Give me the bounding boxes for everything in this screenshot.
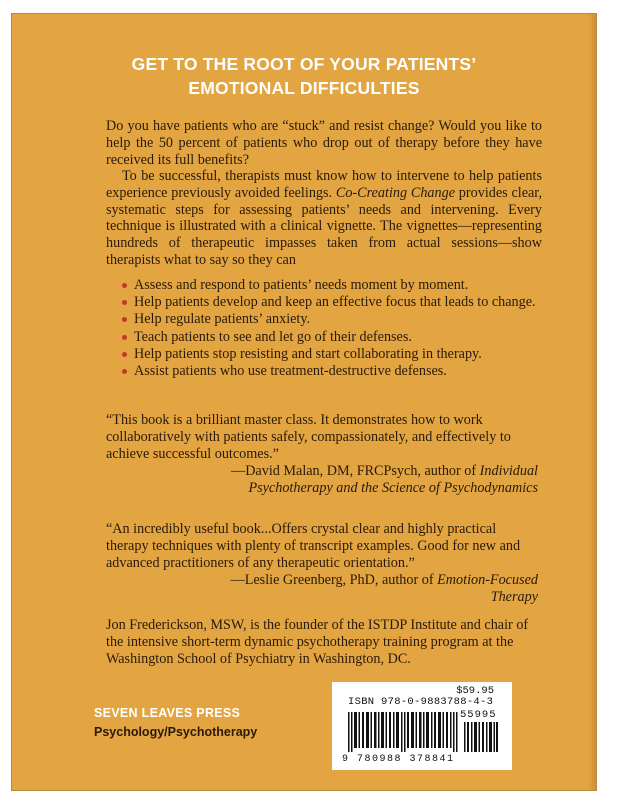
subject-category: Psychology/Psychotherapy: [94, 725, 258, 739]
list-item: Assist patients who use treatment-destructive defenses.: [122, 363, 542, 380]
endorsement-attribution-1: [208, 463, 538, 497]
headline-line-1: GET TO THE ROOT OF YOUR PATIENTS’: [131, 54, 477, 74]
list-item: Help patients develop and keep an effective focus that leads to change.: [122, 294, 542, 311]
endorsement-quote-1: “This book is a brilliant master class. It demonstrates how to work collaboratively with patients safely, compassionately, and effectively to achieve successful outcomes.”: [106, 412, 511, 462]
list-item: Help regulate patients’ anxiety.: [122, 311, 542, 328]
attribution-1-prefix: —David Malan, DM, FRCPsych, author of: [231, 463, 480, 479]
benefit-list: [122, 277, 542, 380]
isbn-text: ISBN 978-0-9883788-4-3: [348, 696, 494, 708]
list-item: Assess and respond to patients’ needs moment by moment.: [122, 277, 542, 294]
barcode-label: [332, 682, 512, 770]
book-title-inline: Co-Creating Change: [335, 184, 456, 201]
author-bio: Jon Frederickson, MSW, is the founder of the ISTDP Institute and chair of the intensive short-term dynamic psychotherapy training program at the Washington School of Psychiatry in Washington, DC.: [106, 617, 529, 668]
attribution-1-title-b: Psychotherapy and the Science of Psychodynamics: [248, 480, 538, 496]
intro-paragraph-1: Do you have patients who are “stuck” and resist change? Would you like to help the 50 percent of patients who drop out of therapy before they have received its full benefits?: [106, 118, 542, 168]
publisher-name: SEVEN LEAVES PRESS: [94, 706, 241, 720]
attribution-2-title: Emotion-Focused Therapy: [437, 572, 538, 605]
addon-number: 55995: [460, 709, 497, 721]
barcode-addon-icon: [464, 722, 498, 752]
book-back-cover: [12, 14, 596, 790]
price-label: $59.95: [456, 685, 494, 697]
intro-paragraph-2: [106, 168, 542, 269]
attribution-2-prefix: —Leslie Greenberg, PhD, author of: [230, 572, 438, 588]
attribution-1-title-a: Individual: [479, 463, 538, 479]
intro-p2-end: provides clear, systematic steps for assessing patients’ needs and intervening. Every technique is illustrated with a clinical vignette. The vignettes—representing hundreds of therapeutic impasses taken from actual sessions—show therapists what to say so they can: [106, 184, 542, 268]
endorsement-quote-2: “An incredibly useful book...Offers crystal clear and highly practical therapy techniques with plenty of transcript examples. Good for new and advanced practitioners of any therapeutic orientation.”: [106, 521, 521, 571]
list-item: Help patients stop resisting and start collaborating in therapy.: [122, 346, 542, 363]
cover-edge: [588, 14, 596, 790]
list-item: Teach patients to see and let go of their defenses.: [122, 329, 542, 346]
endorsement-attribution-2: [208, 572, 538, 606]
headline-line-2: EMOTIONAL DIFFICULTIES: [188, 78, 420, 98]
intro-p2-start: To be successful, therapists must know how to intervene to help patients experience previously avoided feelings.: [106, 168, 542, 201]
barcode-main-icon: [348, 712, 458, 752]
barcode-number: 9 780988 378841: [342, 754, 455, 765]
